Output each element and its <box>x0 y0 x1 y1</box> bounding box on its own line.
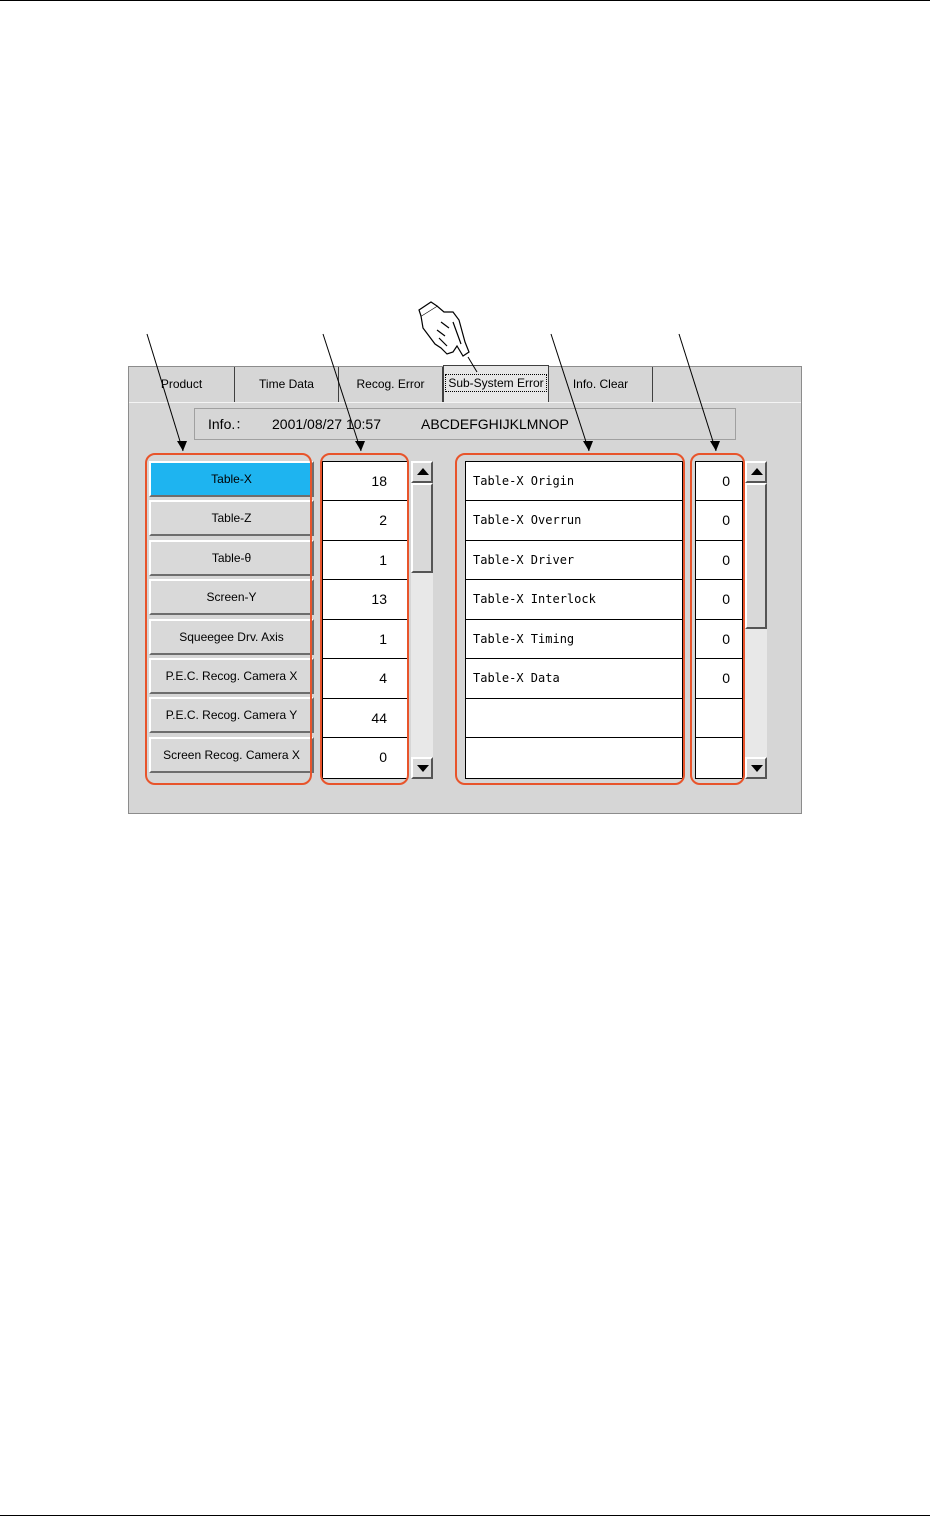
leader-line-axis-list <box>147 334 183 451</box>
tab-sub-system-error[interactable]: Sub-System Error <box>443 365 549 403</box>
leader-line-detail-counts <box>679 334 716 451</box>
tab-time-data[interactable]: Time Data <box>235 367 339 402</box>
error-detail-count: 0 <box>696 659 742 698</box>
leader-lines <box>147 334 720 451</box>
axis-error-count: 18 <box>323 462 407 501</box>
axis-button-pec-recog-camera-x[interactable]: P.E.C. Recog. Camera X <box>149 658 314 694</box>
axis-button-screen-y[interactable]: Screen-Y <box>149 579 314 615</box>
axis-button-table-theta[interactable]: Table-θ <box>149 540 314 576</box>
tab-info-clear[interactable]: Info. Clear <box>549 367 653 402</box>
axis-error-count: 44 <box>323 699 407 738</box>
pointing-hand-icon <box>419 302 469 356</box>
info-product-name: ABCDEFGHIJKLMNOP <box>421 416 569 432</box>
axis-error-count: 0 <box>379 749 387 766</box>
error-detail-count: 0 <box>696 580 742 619</box>
leader-line-axis-counts <box>323 334 361 451</box>
error-detail-item[interactable]: Table-X Driver <box>466 541 682 580</box>
info-label: Info.： <box>208 416 250 432</box>
error-detail-item[interactable]: Table-X Interlock <box>466 580 682 619</box>
axis-button-screen-recog-camera-x[interactable]: Screen Recog. Camera X <box>149 737 314 773</box>
tab-product[interactable]: Product <box>129 367 235 402</box>
error-detail-item[interactable]: Table-X Data <box>466 659 682 698</box>
axis-error-count: 2 <box>323 501 407 540</box>
error-detail-item[interactable]: Table-X Overrun <box>466 501 682 540</box>
axis-button-squeegee-drv-axis[interactable]: Squeegee Drv. Axis <box>149 619 314 655</box>
tab-recog-error[interactable]: Recog. Error <box>339 367 443 402</box>
axis-error-count: 1 <box>323 620 407 659</box>
error-detail-count: 0 <box>696 541 742 580</box>
axis-button-table-x[interactable]: Table-X <box>149 461 314 497</box>
info-datetime: 2001/08/27 10:57 <box>272 416 381 432</box>
error-detail-item[interactable]: Table-X Origin <box>466 462 682 501</box>
error-detail-item[interactable]: Table-X Timing <box>466 620 682 659</box>
axis-error-count: 1 <box>323 541 407 580</box>
axis-error-count: 13 <box>323 580 407 619</box>
error-detail-count: 0 <box>696 501 742 540</box>
error-detail-count: 0 <box>696 620 742 659</box>
axis-error-count: 4 <box>323 659 407 698</box>
axis-button-pec-recog-camera-y[interactable]: P.E.C. Recog. Camera Y <box>149 697 314 733</box>
error-detail-count: 0 <box>696 462 742 501</box>
leader-line-error-details <box>551 334 589 451</box>
leader-line-tab <box>468 357 477 372</box>
axis-button-table-z[interactable]: Table-Z <box>149 500 314 536</box>
